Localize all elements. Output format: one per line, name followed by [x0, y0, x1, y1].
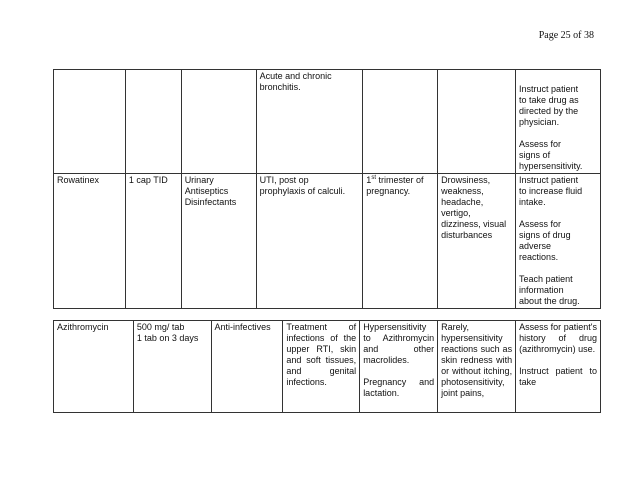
contraindication-cell: Hypersensitivity to Azithromycin and other macrolides. Pregnancy and lactation. — [360, 321, 438, 413]
dosage-cell — [125, 70, 181, 174]
classification-cell: Urinary Antiseptics Disinfectants — [181, 174, 256, 309]
contraindication-cell — [363, 70, 438, 174]
table-row — [54, 321, 601, 413]
table-row — [54, 70, 601, 174]
side-effects-cell: Drowsiness, weakness, headache, vertigo, dizziness, visual disturbances — [438, 174, 516, 309]
page-number: Page 25 of 38 — [538, 30, 594, 41]
table-row — [54, 174, 601, 309]
dosage-cell: 500 mg/ tab 1 tab on 3 days — [133, 321, 211, 413]
dosage-cell: 1 cap TID — [125, 174, 181, 309]
nursing-responsibility-cell: Assess for patient's history of drug (azithromycin) use. Instruct patient to take — [516, 321, 601, 413]
indication-cell: UTI, post op prophylaxis of calculi. — [256, 174, 363, 309]
nursing-responsibility-cell: Instruct patient to increase fluid intake. Assess for signs of drug adverse reactions. Teach patient information about the drug. — [516, 174, 601, 309]
drug-name-cell — [54, 70, 126, 174]
drug-name-cell: Azithromycin — [54, 321, 134, 413]
indication-cell: Acute and chronic bronchitis. — [256, 70, 363, 174]
classification-cell — [181, 70, 256, 174]
side-effects-cell: Rarely, hypersensitivity reactions such as skin redness with or without itching, photosensitivity, joint pains, — [438, 321, 516, 413]
drug-table-1 — [53, 69, 601, 309]
contraindication-cell: 1st trimester of pregnancy. — [363, 174, 438, 309]
classification-cell: Anti-infectives — [211, 321, 283, 413]
indication-cell: Treatment of infections of the upper RTI, skin and soft tissues, and genital infections. — [283, 321, 360, 413]
drug-name-cell: Rowatinex — [54, 174, 126, 309]
side-effects-cell — [438, 70, 516, 174]
drug-table-2 — [53, 320, 601, 413]
nursing-responsibility-cell: Instruct patient to take drug as directed by the physician. Assess for signs of hypersensitivity. — [516, 70, 601, 174]
